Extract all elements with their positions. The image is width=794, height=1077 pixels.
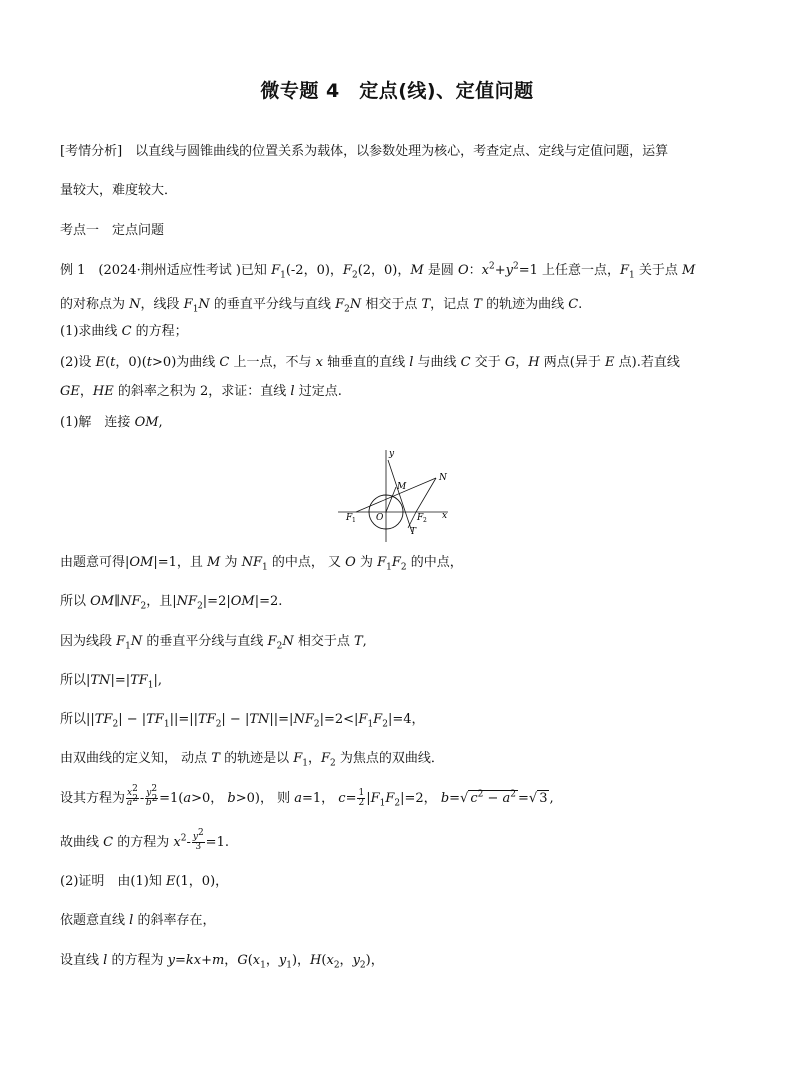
label-o: O bbox=[376, 513, 384, 523]
segment-o-m bbox=[386, 487, 396, 512]
proof-line-1: (2)证明 由(1)知 E(1，0)， bbox=[60, 874, 229, 889]
question-2-line-2: GE，HE 的斜率之积为 2，求证：直线 l 过定点. bbox=[60, 384, 342, 399]
label-f1: F bbox=[346, 513, 353, 523]
example-source: (2024·荆州适应性考试 ) bbox=[98, 263, 241, 278]
solution-line-1: 由题意可得|OM|=1，且 M 为 $NF_1$ 的中点， 又 O 为 $F_1F_2$ 的中点， bbox=[60, 555, 463, 573]
question-1: (1)求曲线 C 的方程； bbox=[60, 324, 188, 339]
label-x: x bbox=[442, 511, 448, 521]
segment-f2-t bbox=[408, 512, 416, 528]
solution-line-3: 因为线段 $F_1N$ 的垂直平分线与直线 $F_2N$ 相交于点 T, bbox=[60, 634, 367, 652]
question-2-line-1: (2)设 E(t，0)(t>0)为曲线 C 上一点，不与 x 轴垂直的直线 l 与曲线 C 交于 G，H 两点(异于 E 点).若直线 bbox=[60, 355, 680, 370]
label-f2: F bbox=[417, 513, 424, 523]
geometry-figure bbox=[336, 446, 456, 546]
example-line-1: 例 1 (2024·荆州适应性考试 )已知 $F_1(-2$，0)，$F_2(2$，0)，M 是圆 O：$x^2+y^2=1$ 上任意一点，$F_1$ 关于点 M bbox=[60, 261, 696, 281]
solution-start: (1)解 连接 OM, bbox=[60, 415, 163, 430]
solution-line-8: 故曲线 C 的方程为 $x^2-$ $\frac{y^2}{3}$ =1. bbox=[60, 828, 229, 852]
example-line-2: 的对称点为 N，线段 $F_1N$ 的垂直平分线与直线 $F_2N$ 相交于点 T，记点 T 的轨迹为曲线 C. bbox=[60, 297, 583, 315]
solution-line-7: 设其方程为 $\frac{x^2}{a^2}$ - $\frac{y^2}{b^2}$ =1(a>0， b>0)， 则 a=1， c= $\frac{1}{2}$ $|F_1F_2|=2$， b=√ $c^2 - a^2$ =√ 3 , bbox=[60, 784, 554, 809]
intro-line-2: 量较大，难度较大． bbox=[60, 183, 178, 198]
solution-line-6: 由双曲线的定义知， 动点 T 的轨迹是以 $F_1$，$F_2$ 为焦点的双曲线． bbox=[60, 751, 444, 769]
intro-line-1: [考情分析] 以直线与圆锥曲线的位置关系为载体，以参数处理为核心，考查定点、定线与定值问题，运算 bbox=[60, 144, 669, 159]
solution-line-4: 所以$|TN|=|TF_1|$, bbox=[60, 673, 163, 691]
label-t: T bbox=[410, 527, 417, 537]
solution-line-5: 所以$||TF_2| - |TF_1||=||TF_2| - |TN||=|NF_2|=2<|F_1F_2|=4$， bbox=[60, 712, 425, 730]
label-f2-sub: 2 bbox=[423, 517, 427, 524]
solution-line-2: 所以 $OM\parallel NF_2$，且$|NF_2|=2|OM|=2$. bbox=[60, 594, 283, 612]
label-f1-sub: 1 bbox=[352, 517, 356, 524]
example-label: 例 1 bbox=[60, 263, 86, 278]
label-n: N bbox=[439, 473, 447, 483]
proof-line-3: 设直线 l 的方程为 y=kx+m，$G(x_1$，$y_1$)，$H(x_2$，$y_2$)， bbox=[60, 953, 384, 971]
segment-f2-n bbox=[416, 478, 436, 512]
label-m: M bbox=[397, 482, 407, 492]
proof-line-2: 依题意直线 l 的斜率存在， bbox=[60, 913, 216, 928]
label-y: y bbox=[389, 449, 395, 459]
section-heading: 考点一 定点问题 bbox=[60, 223, 165, 238]
page-title: 微专题 4 定点(线)、定值问题 bbox=[260, 80, 534, 102]
